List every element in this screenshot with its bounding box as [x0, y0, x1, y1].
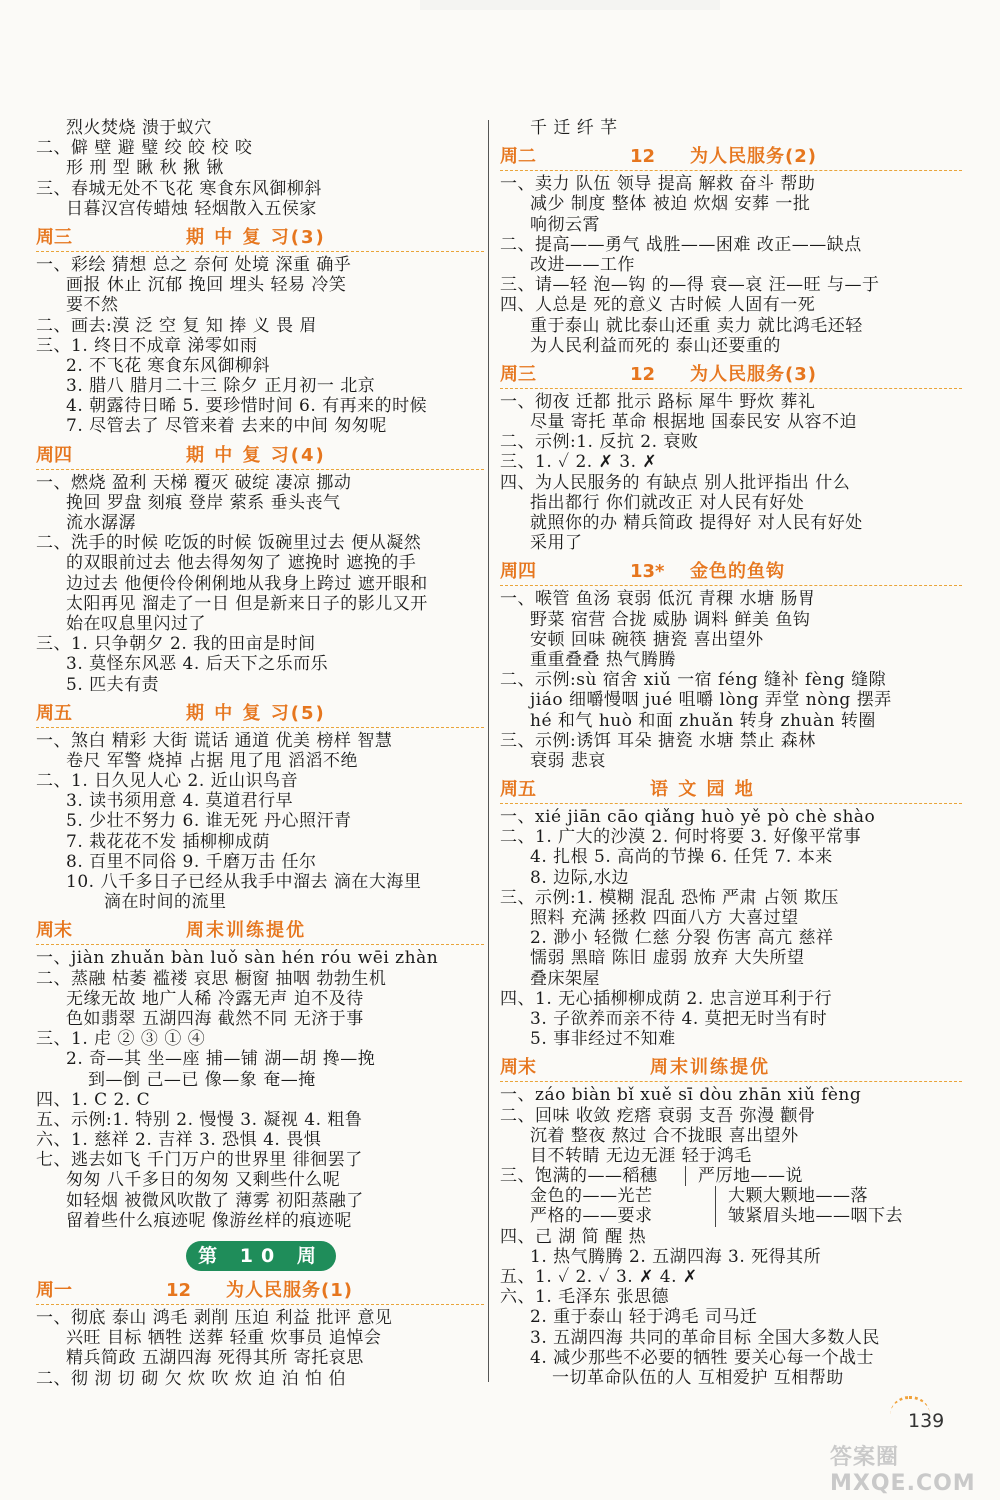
- answer-right-part: 大颗大颗地——落: [728, 1186, 868, 1207]
- answer-line: 日暮汉宫传蜡烛 轻烟散入五侯家: [66, 198, 317, 219]
- answer-line: 7. 栽花花不发 插柳柳成荫: [66, 831, 271, 852]
- section-title: 为人民服务(3): [690, 363, 817, 385]
- page-number: 139: [908, 1410, 945, 1432]
- answer-line: 画报 休止 沉郁 挽回 埋头 轻易 冷笑: [66, 275, 347, 296]
- answer-line: 一、彻夜 迁都 批示 路标 犀牛 野炊 葬礼: [500, 391, 816, 412]
- section-heading: [36, 700, 484, 728]
- answer-line: 四、1. C 2. C: [36, 1089, 151, 1110]
- answer-line: 形 刑 型 瞅 秋 揪 锹: [66, 158, 224, 179]
- answer-line: 3. 子欲养而亲不待 4. 莫把无时当有时: [530, 1008, 828, 1029]
- section-day: 周一: [36, 1280, 72, 1301]
- answer-line: 重于泰山 就比泰山还重 卖力 就比鸿毛还轻: [530, 315, 863, 336]
- answer-line: 3. 读书须用意 4. 莫道君行早: [66, 791, 294, 812]
- answer-line: hé 和气 huò 和面 zhuǎn 转身 zhuàn 转圈: [530, 710, 876, 731]
- answer-line: 六、1. 毛泽东 张思德: [500, 1287, 670, 1308]
- answer-line: 四、为人民服务的 有缺点 别人批评指出 什么: [500, 472, 851, 493]
- answer-line: 五、示例:1. 特别 2. 慢慢 3. 凝视 4. 粗鲁: [36, 1109, 363, 1130]
- answer-line: 5. 少壮不努力 6. 谁无死 丹心照汗青: [66, 811, 352, 832]
- answer-line: 4. 朝露待日晞 5. 要珍惜时间 6. 有再来的时候: [66, 396, 428, 417]
- answer-line: 四、1. 无心插柳柳成荫 2. 忠言逆耳利于行: [500, 988, 833, 1009]
- answer-line: 一、xié jiān cāo qiǎng huò yě pò chè shào: [500, 807, 876, 828]
- answer-line: 减少 制度 整体 被迫 炊烟 安葬 一批: [530, 194, 811, 215]
- answer-line: 3. 莫怪东风恶 4. 后天下之乐而乐: [66, 654, 329, 675]
- answer-line: 四、己 湖 简 醒 热: [500, 1226, 647, 1247]
- answer-line: 三、1. 虍 ② ③ ① ④: [36, 1029, 206, 1050]
- answer-line: 8. 百里不同俗 9. 千磨万击 任尔: [66, 851, 317, 872]
- answer-line: 一切革命队伍的人 互相爱护 互相帮助: [552, 1367, 844, 1388]
- answer-line: 如轻烟 被微风吹散了 薄雾 初阳蒸融了: [66, 1190, 364, 1211]
- answer-line: 二、1. 日久见人心 2. 近山识鸟音: [36, 771, 299, 792]
- section-title: 周末训练提优: [650, 1057, 770, 1079]
- answer-line: 二、示例:1. 反抗 2. 衰败: [500, 432, 699, 453]
- answer-line: 精兵简政 五湖四海 死得其所 寄托哀思: [66, 1348, 364, 1369]
- section-title: 周末训练提优: [186, 920, 306, 942]
- answer-line: 2. 渺小 轻微 仁慈 分裂 伤害 高亢 慈祥: [530, 928, 834, 949]
- scan-artifact: [420, 0, 720, 10]
- answer-line: 2. 重于泰山 轻于鸿毛 司马迁: [530, 1307, 758, 1328]
- answer-line: 懦弱 黑暗 陈旧 虚弱 放弃 大失所望: [530, 948, 805, 969]
- watermark-logo: 答案圈 MXQE.COM: [830, 1445, 976, 1496]
- answer-line: 六、1. 慈祥 2. 吉祥 3. 恐惧 4. 畏惧: [36, 1130, 322, 1151]
- answer-line: 一、záo biàn bǐ xuě sī dòu zhān xiǔ fèng: [500, 1085, 862, 1106]
- section-title: 为人民服务(1): [226, 1280, 353, 1301]
- section-heading: [36, 224, 484, 252]
- section-title: 期 中 复 习(5): [186, 702, 326, 724]
- section-heading: [500, 1054, 962, 1082]
- answer-line: 叠床架屋: [530, 968, 600, 989]
- answer-line: 到—倒 己—已 像—象 奄—掩: [88, 1069, 316, 1090]
- answer-left-part: 严格的——要求: [530, 1206, 716, 1226]
- answer-line: 三、请—轻 泡—钩 的—得 衰—哀 汪—旺 与—于: [500, 275, 880, 296]
- answer-line: 始在叹息里闪过了: [66, 613, 206, 634]
- answer-right-part: 严厉地——说: [698, 1166, 803, 1187]
- answer-line: 尽量 寄托 革命 根据地 国泰民安 从容不迫: [530, 412, 858, 433]
- section-heading: [500, 558, 962, 586]
- answer-line: 滴在时间的流里: [104, 892, 227, 913]
- answer-line: 二、洗手的时候 吃饭的时候 饭碗里过去 便从凝然: [36, 533, 422, 554]
- lesson-number: 12: [630, 363, 656, 385]
- answer-line: 三、1. ✓ 2. ✗ 3. ✗: [500, 452, 658, 473]
- answer-line: 三、1. 只争朝夕 2. 我的田亩是时间: [36, 634, 316, 655]
- answer-line: 要不然: [66, 295, 119, 316]
- answer-line: 一、卖力 队伍 领导 提高 解救 奋斗 帮助: [500, 174, 816, 195]
- section-title: 为人民服务(2): [690, 146, 817, 168]
- answer-line: 七、逃去如飞 千门万户的世界里 徘徊罢了: [36, 1150, 363, 1171]
- answer-line: 二、回味 收敛 疙瘩 衰弱 支吾 弥漫 颧骨: [500, 1105, 816, 1126]
- answer-line: 目不转睛 无边无涯 轻于鸿毛: [530, 1145, 752, 1166]
- answer-line: 一、煞白 精彩 大街 谎话 通道 优美 榜样 智慧: [36, 730, 393, 751]
- answer-line: 卷尺 军警 烧掉 占据 甩了甩 滔滔不绝: [66, 750, 359, 771]
- lesson-number: 12: [630, 146, 656, 168]
- section-day: 周五: [36, 702, 72, 724]
- answer-line: 改进——工作: [530, 254, 635, 275]
- answer-line: 二、示例:sù 宿舍 xiǔ 一宿 féng 缝补 fèng 缝隙: [500, 670, 887, 691]
- section-heading: [500, 776, 962, 804]
- section-day: 周末: [500, 1057, 536, 1079]
- answer-line: jiáo 细嚼慢咽 jué 咀嚼 lòng 弄堂 nòng 摆弄: [530, 690, 892, 711]
- answer-line: 太阳再见 溜走了一日 但是新来日子的影儿又开: [66, 593, 428, 614]
- section-heading: [36, 1277, 484, 1305]
- column-divider: [488, 120, 489, 1382]
- section-title: 期 中 复 习(4): [186, 444, 326, 466]
- answer-line: 二、蒸融 枯萎 褴褛 哀思 橱窗 抽咽 勃勃生机: [36, 968, 387, 989]
- answer-line: 一、彻底 泰山 鸿毛 剥削 压迫 利益 批评 意见: [36, 1308, 393, 1328]
- answer-line: 衰弱 悲哀: [530, 750, 606, 771]
- section-day: 周四: [500, 561, 536, 583]
- week-badge: 第 10 周: [186, 1241, 336, 1271]
- section-day: 周二: [500, 146, 536, 168]
- answer-line: 兴旺 目标 牺牲 送葬 轻重 炊事员 追悼会: [66, 1328, 382, 1349]
- section-heading: [500, 361, 962, 389]
- answer-line: 三、1. 终日不成章 涕零如雨: [36, 335, 258, 356]
- answer-line: 二、画去:漠 泛 空 复 知 捧 义 畏 眉: [36, 315, 317, 336]
- left-column: [36, 118, 484, 1389]
- answer-line: 二、僻 壁 避 璧 绞 皎 校 咬: [36, 138, 253, 159]
- section-day: 周三: [36, 226, 72, 248]
- answer-line: 挽回 罗盘 刻痕 登岸 萦系 垂头丧气: [66, 492, 341, 513]
- section-title: 期 中 复 习(3): [186, 226, 326, 248]
- answer-line: 安顿 回味 碗筷 搪瓷 喜出望外: [530, 629, 764, 650]
- lesson-number: 13*: [630, 561, 665, 583]
- answer-line: 四、人总是 死的意义 古时候 人固有一死: [500, 295, 816, 316]
- answer-left-part: 金色的——光芒: [530, 1186, 716, 1206]
- answer-line: 照料 充满 拯救 四面八方 大喜过望: [530, 908, 799, 928]
- answer-line: 流水潺潺: [66, 513, 136, 533]
- answer-line: 4. 减少那些不必要的牺牲 要关心每一个战士: [530, 1347, 875, 1368]
- answer-line: 边过去 他便伶伶俐俐地从我身上跨过 遮开眼和: [66, 573, 428, 594]
- answer-line: 4. 扎根 5. 高尚的节操 6. 任凭 7. 本来: [530, 847, 833, 868]
- answer-line: 一、燃烧 盈利 天梯 覆灭 破绽 凄凉 挪动: [36, 472, 352, 493]
- answer-line: 5. 事非经过不知难: [530, 1029, 676, 1050]
- section-heading: [36, 442, 484, 470]
- answer-line: 一、彩绘 猜想 总之 奈何 处境 深重 确乎: [36, 254, 352, 275]
- answer-left-part: 三、饱满的——稻穗: [500, 1166, 686, 1186]
- answer-line: 三、示例:1. 模糊 混乱 恐怖 严肃 占领 欺压: [500, 887, 839, 908]
- answer-line: 响彻云霄: [530, 214, 600, 235]
- answer-line: 1. 热气腾腾 2. 五湖四海 3. 死得其所: [530, 1246, 822, 1267]
- answer-line: 8. 边际,水边: [530, 867, 630, 888]
- answer-line: 匆匆 八千多日的匆匆 又剩些什么呢: [66, 1170, 341, 1191]
- answer-line: 5. 匹夫有责: [66, 674, 160, 695]
- section-day: 周三: [500, 363, 536, 385]
- answer-line-two-part: [500, 1166, 962, 1186]
- answer-line: 五、1. ✓ 2. ✓ 3. ✗ 4. ✗: [500, 1267, 698, 1287]
- section-heading: [36, 917, 484, 945]
- answer-line: 采用了: [530, 533, 583, 554]
- answer-line: 二、提高——勇气 战胜——困难 改正——缺点: [500, 234, 862, 255]
- answer-line: 野菜 宿营 合拢 威胁 调料 鲜美 鱼钩: [530, 609, 811, 630]
- answer-line: 一、喉管 鱼汤 衰弱 低沉 青稞 水塘 肠胃: [500, 589, 816, 610]
- answer-line: 3. 腊八 腊月二十三 除夕 正月初一 北京: [66, 376, 376, 397]
- section-day: 周五: [500, 779, 536, 801]
- answer-line: 烈火焚烧 溃于蚁穴: [66, 118, 212, 138]
- answer-line: 三、春城无处不飞花 寒食东风御柳斜: [36, 178, 322, 199]
- answer-line: 沉着 整夜 熬过 合不拢眼 喜出望外: [530, 1125, 799, 1146]
- answer-line: 指出都行 你们就改正 对人民有好处: [530, 492, 805, 513]
- answer-line-two-part: [500, 1186, 962, 1206]
- answer-line: 二、彻 沏 切 砌 欠 炊 吹 炊 迫 泊 怕 伯: [36, 1368, 346, 1389]
- section-heading: [500, 143, 962, 171]
- answer-line: 无缘无故 地广人稀 冷露无声 迫不及待: [66, 988, 364, 1009]
- section-day: 周四: [36, 444, 72, 466]
- answer-line: 2. 奇—其 坐—座 捕—铺 湖—胡 搀—挽: [66, 1049, 376, 1070]
- answer-line: 7. 尽管去了 尽管来着 去来的中间 匆匆呢: [66, 416, 387, 437]
- section-title: 金色的鱼钩: [690, 561, 785, 583]
- answer-right-part: 皱紧眉头地——咽下去: [728, 1206, 903, 1227]
- answer-line: 一、jiàn zhuǎn bàn luǒ sàn hén róu wēi zhàn: [36, 948, 439, 969]
- answer-line: 的双眼前过去 他去得匆匆了 遮挽时 遮挽的手: [66, 553, 417, 574]
- answer-line: 千 迁 纤 芊: [530, 118, 618, 138]
- lesson-number: 12: [166, 1280, 192, 1301]
- section-day: 周末: [36, 920, 72, 942]
- answer-line: 二、1. 广大的沙漠 2. 何时将要 3. 好像平常事: [500, 827, 862, 848]
- answer-line: 重重叠叠 热气腾腾: [530, 649, 676, 670]
- answer-line: 10. 八千多日子已经从我手中溜去 滴在大海里: [66, 872, 422, 892]
- section-title: 语 文 园 地: [650, 779, 755, 801]
- answer-line: 3. 五湖四海 共同的革命目标 全国大多数人民: [530, 1327, 880, 1348]
- answer-line: 三、示例:诱饵 耳朵 搪瓷 水塘 禁止 森林: [500, 730, 816, 751]
- answer-line: 色如翡翠 五湖四海 截然不同 无济于事: [66, 1008, 364, 1029]
- answer-line: 2. 不飞花 寒食东风御柳斜: [66, 355, 271, 376]
- answer-line: 就照你的办 精兵简政 提得好 对人民有好处: [530, 513, 863, 533]
- right-column: [500, 118, 962, 1388]
- answer-line-two-part: [500, 1206, 962, 1226]
- answer-line: 留着些什么痕迹呢 像游丝样的痕迹呢: [66, 1210, 352, 1231]
- answer-line: 为人民利益而死的 泰山还要重的: [530, 335, 781, 356]
